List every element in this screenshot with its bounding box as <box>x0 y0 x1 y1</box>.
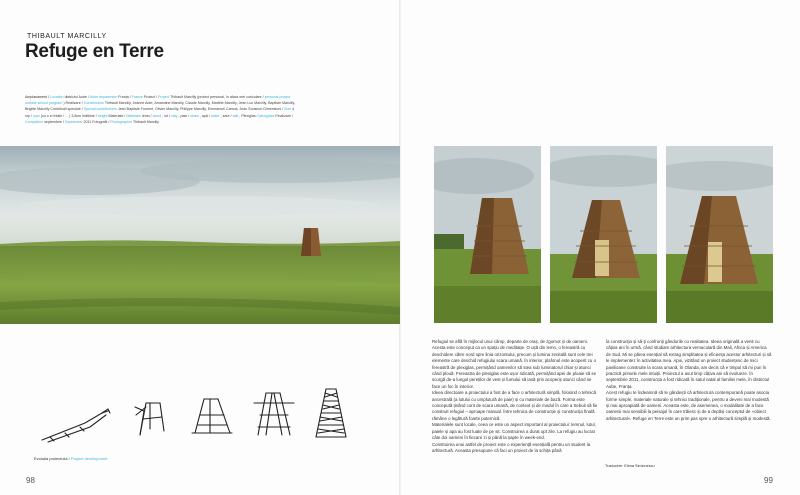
credit-translation: France <box>131 95 144 99</box>
credit-translation: Special contributions <box>83 107 118 112</box>
credit-translation: personal project outside school program <box>25 95 291 106</box>
page-number-right: 99 <box>764 476 773 485</box>
credit-value: (cu o zi întâie / <box>40 113 66 118</box>
article-title: Refuge en Terre <box>25 41 164 62</box>
credit-value: , apă / <box>199 113 211 118</box>
credit-value: , paie / <box>178 113 191 118</box>
credit-value: lemn / <box>141 113 153 118</box>
landscape-photo <box>0 146 400 324</box>
sketch-3 <box>192 399 232 433</box>
body-paragraph: Ideea directoare a proiectului a fost de a face o arhitectură simplă, folosind o tehnică ancestrală (a lutului cu umplutură de paie) și cu materiale de bază. Forma este concepută ținând cont de scara umană, de context și de modul în care a trebuit să fie construit refugiul – aproape manual. Între tehnica de construcție și construcția finală rămâne o legătură foarte puternică. <box>432 390 598 421</box>
credit-translation: Project <box>158 95 171 99</box>
body-paragraph: la construcția și să-ți confrunți gândurile cu realitatea. Ideea originală a venit cu câțiva ani în urmă, când studiam arhitectura vernaculară din Mali, Africa și America de Sud. Mi se părea esențial să extrag simplitatea și eficiența acestor arhitecturi și să le implementez în activitatea mea. Apoi, vizitând un proiect studențesc de mici pavilioane construite la scara umană, în Olanda, am decis că e timpul să mi pun în practică primele mele intuiții. Proiectul a avut timp câțiva ani să evolueze. În septembrie 2011, construcția a fost ridicată în satul natal al familiei mele, în districtul Aube, Franța. <box>606 339 772 389</box>
credit-value: Finalizare / <box>275 113 293 118</box>
credit-label: Amplasament / <box>25 95 50 99</box>
credit-translation: plexiglass <box>258 113 276 118</box>
credit-value: , sare / <box>220 113 233 118</box>
credit-translation: salt <box>232 113 240 118</box>
caption-en: Project development <box>70 456 108 461</box>
credit-value: Jean Baptiste Fournet, Olivier Marcilly, Philippe Marcilly, Emmanuel Camus, Jean Sousnon Dimensiuni / <box>117 107 285 112</box>
refuge-photo-1 <box>434 146 541 323</box>
credit-value: Thibault Marcilly <box>132 119 159 124</box>
translator-credit: Traducere: Elena Simionescu <box>605 464 655 468</box>
credit-translation: sqm <box>33 113 41 118</box>
credit-value: , lut / <box>162 113 172 118</box>
credit-value: Materiale / <box>108 113 127 118</box>
caption-ro: Evoluția proiectului / <box>34 456 70 461</box>
refuge-photo-3 <box>666 146 773 323</box>
body-column-1 <box>432 339 598 454</box>
credit-value: Proiect / <box>143 95 159 99</box>
credit-value: Thibault Marcilly (proiect personal, în afara orei curiculare / <box>170 95 265 99</box>
credit-value: ) Realizare / <box>63 101 84 106</box>
credit-translation: wood <box>152 113 163 118</box>
credit-translation: September <box>64 119 84 124</box>
credit-translation: Location <box>49 95 65 99</box>
author-name: THIBAULT MARCILLY <box>27 33 107 40</box>
sketch-5 <box>316 389 346 437</box>
page-number-left: 98 <box>26 476 35 485</box>
sketch-2 <box>135 403 164 435</box>
credit-translation: Completion <box>25 119 45 124</box>
credit-translation: Construction <box>83 101 105 106</box>
project-credits <box>25 94 295 125</box>
credit-translation: ... <box>65 113 70 118</box>
project-sketches <box>40 385 360 445</box>
credit-translation: Materials <box>126 113 142 118</box>
body-paragraph: Acest refugiu te îndeamnă să te gândești că arhitectura contemporană poate asocia forme simple, materiale naturale și tehnici tradiționale, pentru a deveni mai modestă și mai aproapiată de oameni. Aceasta este, de asemenea, o modalitate de a face oamenii mai sensibili la peisajul în care trăiesc și de a depăși conceptul de «obiect arhitectural». Refuge en Terre este un prim pas spre o arhitectură simplă și modestă. <box>606 390 771 421</box>
credit-value: septembrie / <box>44 119 65 124</box>
credit-translation: water <box>210 113 221 118</box>
sketch-caption <box>34 456 107 461</box>
credit-value: ) 3,8cm înălțime / <box>69 113 98 118</box>
credit-value: , Plexiglas / <box>239 113 259 118</box>
body-paragraph: Refugiul se află în mijlocul unui câmp, departe de oraș, de zgomot și de oameni. Acesta este conceput ca un spațiu de meditație. O ușă din lemn, o fereastră cu deschidere către nord spre linia orizontului, precum și lumina zenitală sunt cele trei elemente care deschid refugiului scara umană. În interior, plafonul este acoperit cu o fereastră de plexiglas, permițând oamenilor să stea sub luminatorul chiar și atunci când plouă. Fereastra de plexiglas este ușor ridicată, permițând apei de ploaie să se scurgă de-a lungul pereților de vest și fumului să iasă prin acoperiș atunci când se face un foc în interior. <box>432 339 597 389</box>
credit-translation: Photographer <box>110 119 133 124</box>
credit-value: districtul Aube / <box>64 95 90 99</box>
credit-value: 2011 Fotografii / <box>83 119 111 124</box>
credit-translation: straw <box>190 113 200 118</box>
credit-value: 4 mp / <box>25 107 295 118</box>
credit-value: Thibault Marcilly, Jeanne Ader, Amandine Marcilly, Claude Marcilly, Marithé Marcilly, Jean Luc Marcilly, Baptiste Marcilly, Brigitte Marcilly Contribuții speciale / <box>25 101 295 112</box>
body-paragraph: Materialele sunt locale, ceea ce este un aspect important al proiectului: lemnul, lutul, paiele și apa au fost luate de pe sit. Construirea a durat opt zile. La refugiu au lucrat câte doi oameni în fiecare zi și până la șapte în week-end. <box>432 422 596 441</box>
credit-translation: clay <box>171 113 179 118</box>
credit-translation: height <box>97 113 109 118</box>
credit-value: Franța / <box>118 95 132 99</box>
body-paragraph: Construirea unui astfel de proiect este o experiență esențială pentru un student la arhitectură. Aceasta presupune că faci un proiect de la schița până <box>432 441 591 453</box>
sketch-4 <box>254 393 294 435</box>
body-column-2 <box>606 339 772 422</box>
sketch-1 <box>42 409 110 442</box>
credit-translation: Aube department <box>89 95 119 99</box>
credit-translation: Size <box>284 107 293 112</box>
refuge-photo-2 <box>550 146 657 323</box>
